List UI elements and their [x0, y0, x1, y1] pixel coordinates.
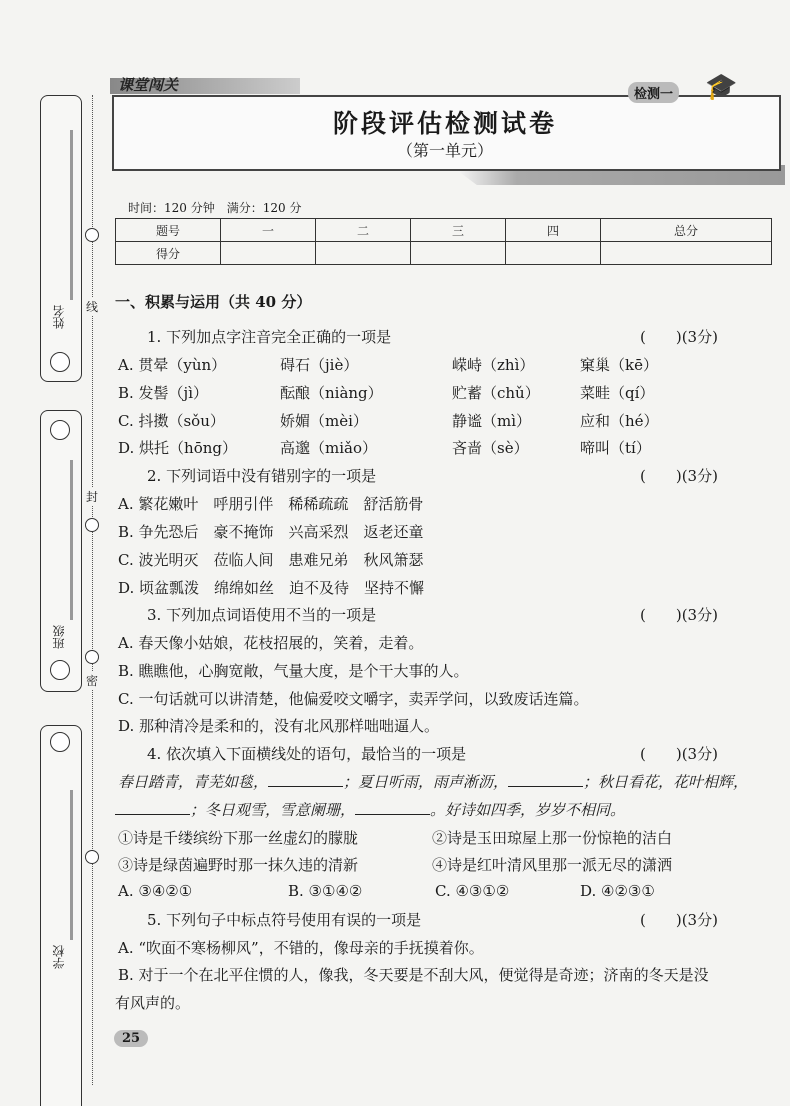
fill-blank[interactable]	[115, 814, 190, 815]
option: B. ③①④②	[288, 882, 363, 900]
option: C. ④③①②	[435, 882, 510, 900]
table-header: 三	[410, 219, 505, 242]
option: B. 争先恐后 豪不掩饰 兴高采烈 返老还童	[118, 523, 424, 541]
answer-score[interactable]: ( )(3分)	[640, 606, 718, 624]
poem-line	[118, 771, 748, 792]
option: 高邈（miǎo）	[280, 439, 377, 457]
answer-score[interactable]: ( )(3分)	[640, 328, 718, 346]
name-label: 姓名	[52, 305, 66, 329]
poem-text: ；夏日听雨，雨声淅沥，	[343, 773, 509, 791]
option: B. 对于一个在北平住惯的人，像我，冬天要是不刮大风，便觉得是奇迹；济南的冬天是没	[118, 966, 709, 984]
option: A. 贯晕（yùn）	[118, 356, 227, 374]
option: 有风声的。	[115, 994, 191, 1012]
score-cell[interactable]	[315, 242, 410, 265]
school-label: 学校	[52, 945, 66, 969]
table-header: 题号	[116, 219, 221, 242]
option: A. ③④②①	[118, 882, 193, 900]
option: D. 烘托（hōng）	[118, 439, 237, 457]
option: D. 那种清冷是柔和的，没有北风那样咄咄逼人。	[118, 717, 440, 735]
question-stem: 5. 下列句子中标点符号使用有误的一项是	[147, 911, 422, 929]
school-write-line[interactable]	[70, 790, 73, 940]
class-label: 班级	[52, 625, 66, 649]
option: C. 一句话就可以讲清楚，他偏爱咬文嚼字，卖弄学问，以致废话连篇。	[118, 690, 589, 708]
ring-icon	[50, 660, 70, 680]
table-header: 二	[315, 219, 410, 242]
choice: ①诗是千缕缤纷下那一丝虚幻的朦胧	[118, 829, 359, 847]
question-stem: 2. 下列词语中没有错别字的一项是	[147, 467, 377, 485]
table-header: 总分	[601, 219, 772, 242]
mascot-icon: 🎓	[705, 72, 738, 102]
question-stem: 3. 下列加点词语使用不当的一项是	[147, 606, 377, 624]
cut-circle-icon	[85, 650, 99, 664]
fill-blank[interactable]	[508, 786, 583, 787]
ring-icon	[50, 352, 70, 372]
score-cell[interactable]	[410, 242, 505, 265]
poem-text: 春日踏青，青芜如毯，	[118, 773, 269, 791]
option: 菜畦（qí）	[580, 384, 655, 402]
answer-score[interactable]: ( )(3分)	[640, 745, 718, 763]
table-header: 一	[220, 219, 315, 242]
exam-info: 时间：120 分钟 满分：120 分	[128, 201, 302, 215]
option: 窠巢（kē）	[580, 356, 658, 374]
cut-circle-icon	[85, 850, 99, 864]
cut-line	[92, 95, 93, 1085]
option: C. 抖擞（sǒu）	[118, 412, 225, 430]
fill-blank[interactable]	[355, 814, 430, 815]
option: A. 繁花嫩叶 呼朋引伴 稀稀疏疏 舒活筋骨	[118, 495, 424, 513]
row-label: 得分	[116, 242, 221, 265]
page-number: 25	[114, 1030, 148, 1047]
cut-mark-line: 线	[86, 300, 99, 314]
option: B. 瞧瞧他，心胸宽敞，气量大度，是个干大事的人。	[118, 662, 469, 680]
option: 吝啬（sè）	[452, 439, 529, 457]
class-write-line[interactable]	[70, 460, 73, 620]
option: 嵘峙（zhì）	[452, 356, 535, 374]
answer-score[interactable]: ( )(3分)	[640, 467, 718, 485]
unit-badge: 检测一	[628, 82, 679, 103]
cut-circle-icon	[85, 518, 99, 532]
option: 娇媚（mèi）	[280, 412, 368, 430]
question-stem: 4. 依次填入下面横线处的语句，最恰当的一项是	[147, 745, 467, 763]
choice: ④诗是红叶清风里那一派无尽的潇洒	[432, 856, 673, 874]
option: 啼叫（tí）	[580, 439, 651, 457]
option: 贮蓄（chǔ）	[452, 384, 540, 402]
option: D. ④②③①	[580, 882, 655, 900]
poem-text: ；秋日看花，花叶相辉，	[583, 773, 749, 791]
page-subtitle: （第一单元）	[396, 141, 493, 160]
table-header: 四	[506, 219, 601, 242]
option: 应和（hé）	[580, 412, 659, 430]
score-cell[interactable]	[601, 242, 772, 265]
option: A. “吹面不寒杨柳风”，不错的，像母亲的手抚摸着你。	[118, 939, 484, 957]
choice: ③诗是绿茵遍野时那一抹久违的清新	[118, 856, 359, 874]
cut-circle-icon	[85, 228, 99, 242]
table-row	[116, 242, 772, 265]
option: 静谧（mì）	[452, 412, 532, 430]
cut-mark-seal: 封	[86, 490, 99, 504]
option: C. 波光明灭 莅临人间 患难兄弟 秋风箫瑟	[118, 551, 424, 569]
option: D. 顷盆瓢泼 绵绵如丝 迫不及待 坚持不懈	[118, 579, 425, 597]
option: 碍石（jiè）	[280, 356, 359, 374]
option: 酝酿（niàng）	[280, 384, 383, 402]
ring-icon	[50, 732, 70, 752]
page-title: 阶段评估检测试卷	[332, 109, 557, 138]
cut-mark-secret: 密	[86, 674, 99, 688]
section-title: 一、积累与运用（共 40 分）	[115, 293, 312, 311]
question-stem: 1. 下列加点字注音完全正确的一项是	[147, 328, 392, 346]
fill-blank[interactable]	[268, 786, 343, 787]
option: B. 发髻（jì）	[118, 384, 209, 402]
answer-score[interactable]: ( )(3分)	[640, 911, 718, 929]
choice: ②诗是玉田琼屋上那一份惊艳的洁白	[432, 829, 673, 847]
poem-text: 。好诗如四季，岁岁不相同。	[430, 801, 626, 819]
series-logo: 课堂闯关	[118, 76, 179, 94]
ring-icon	[50, 420, 70, 440]
table-header-row	[116, 219, 772, 242]
score-cell[interactable]	[220, 242, 315, 265]
score-cell[interactable]	[506, 242, 601, 265]
poem-text: ；冬日观雪，雪意阑珊，	[190, 801, 356, 819]
score-table	[115, 218, 772, 265]
option: A. 春天像小姑娘，花枝招展的，笑着，走着。	[118, 634, 424, 652]
school-field-box	[40, 725, 82, 1106]
class-field-box	[40, 410, 82, 692]
poem-line	[115, 799, 625, 820]
